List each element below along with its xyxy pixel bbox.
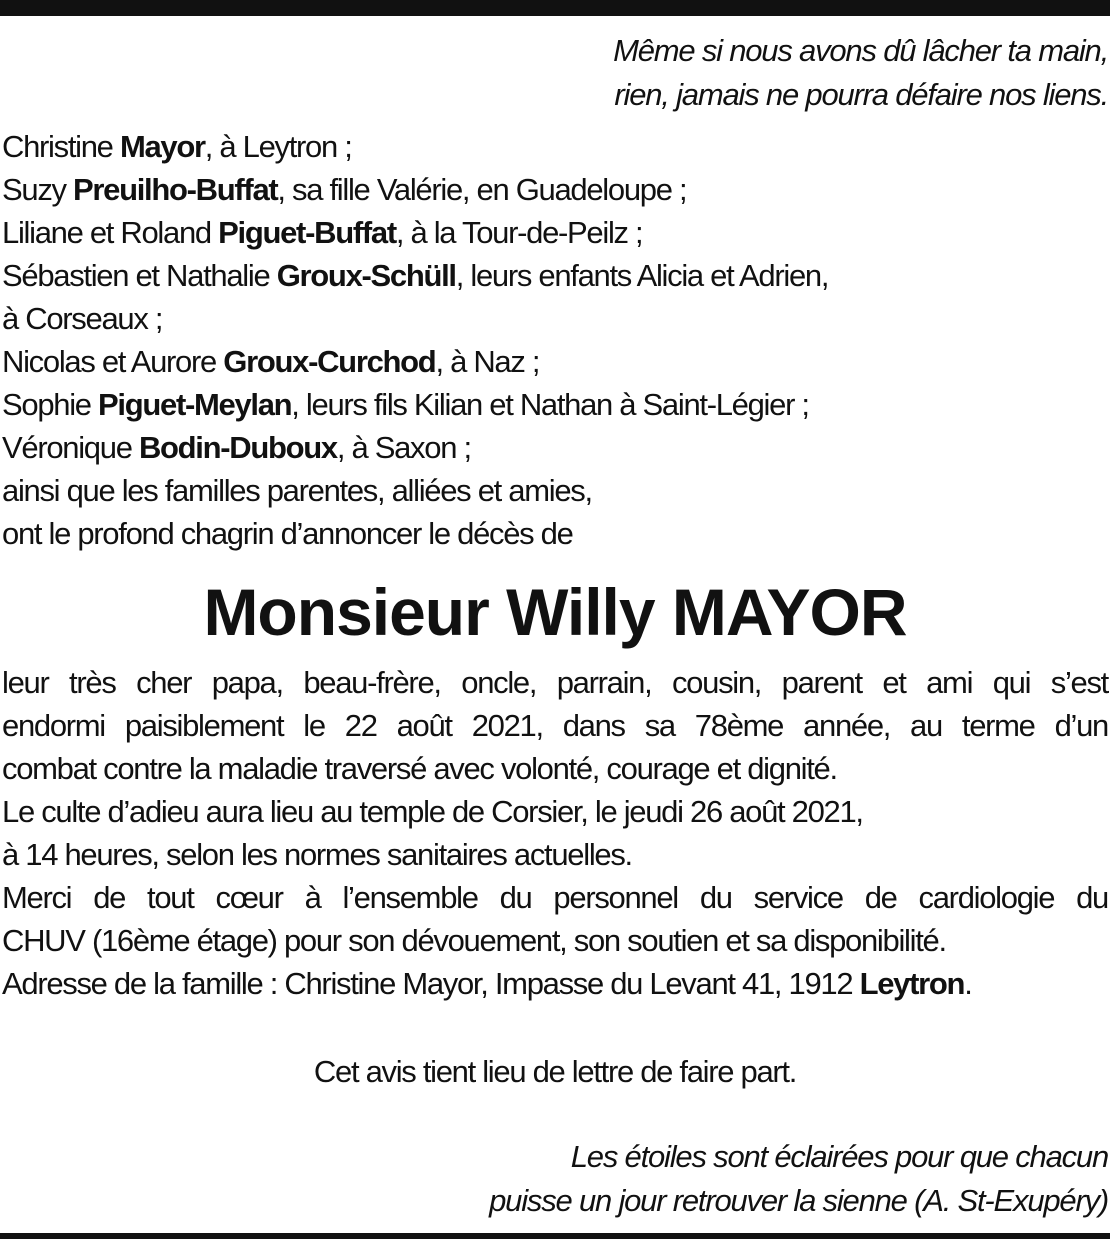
- body-line: combat contre la maladie traversé avec volonté, courage et dignité.: [2, 751, 837, 786]
- closing-quote-line: puisse un jour retrouver la sienne (A. St-Exupéry): [489, 1183, 1108, 1218]
- body-line: Merci de tout cœur à l’ensemble du personnel du service de cardiologie du: [2, 880, 1108, 915]
- body-line: leur très cher papa, beau-frère, oncle, parrain, cousin, parent et ami qui s’est: [2, 665, 1108, 700]
- family-line: Nicolas et Aurore Groux-Curchod, à Naz ;: [2, 344, 540, 379]
- announcement-body: [2, 661, 1108, 1005]
- family-line: Christine Mayor, à Leytron ;: [2, 129, 352, 164]
- family-line: Liliane et Roland Piguet-Buffat, à la Tour-de-Peilz ;: [2, 215, 643, 250]
- family-line: Sophie Piguet-Meylan, leurs fils Kilian et Nathan à Saint-Légier ;: [2, 387, 809, 422]
- closing-quote-line: Les étoiles sont éclairées pour que chacun: [570, 1139, 1108, 1174]
- family-line: à Corseaux ;: [2, 301, 163, 336]
- body-line: à 14 heures, selon les normes sanitaires actuelles.: [2, 837, 632, 872]
- top-rule: [0, 0, 1110, 16]
- body-line: endormi paisiblement le 22 août 2021, dans sa 78ème année, au terme d’un: [2, 708, 1108, 743]
- family-line: Suzy Preuilho-Buffat, sa fille Valérie, en Guadeloupe ;: [2, 172, 687, 207]
- epigraph-quote: [613, 29, 1108, 117]
- body-line: CHUV (16ème étage) pour son dévouement, son soutien et sa disponibilité.: [2, 923, 946, 958]
- epigraph-line: Même si nous avons dû lâcher ta main,: [613, 33, 1108, 68]
- body-line: Le culte d’adieu aura lieu au temple de Corsier, le jeudi 26 août 2021,: [2, 794, 863, 829]
- deceased-name: Monsieur Willy MAYOR: [203, 575, 907, 649]
- notice-line: Cet avis tient lieu de lettre de faire part.: [313, 1054, 797, 1089]
- family-line: ont le profond chagrin d’annoncer le décès de: [2, 516, 573, 551]
- epigraph-line: rien, jamais ne pourra défaire nos liens.: [614, 77, 1108, 112]
- family-line: ainsi que les familles parentes, alliées et amies,: [2, 473, 592, 508]
- bottom-rule: [0, 1233, 1110, 1239]
- family-line: Sébastien et Nathalie Groux-Schüll, leurs enfants Alicia et Adrien,: [2, 258, 829, 293]
- closing-quote: [489, 1135, 1108, 1223]
- family-list: [2, 125, 828, 555]
- family-line: Véronique Bodin-Duboux, à Saxon ;: [2, 430, 471, 465]
- family-address: Adresse de la famille : Christine Mayor, Impasse du Levant 41, 1912 Leytron.: [2, 966, 972, 1001]
